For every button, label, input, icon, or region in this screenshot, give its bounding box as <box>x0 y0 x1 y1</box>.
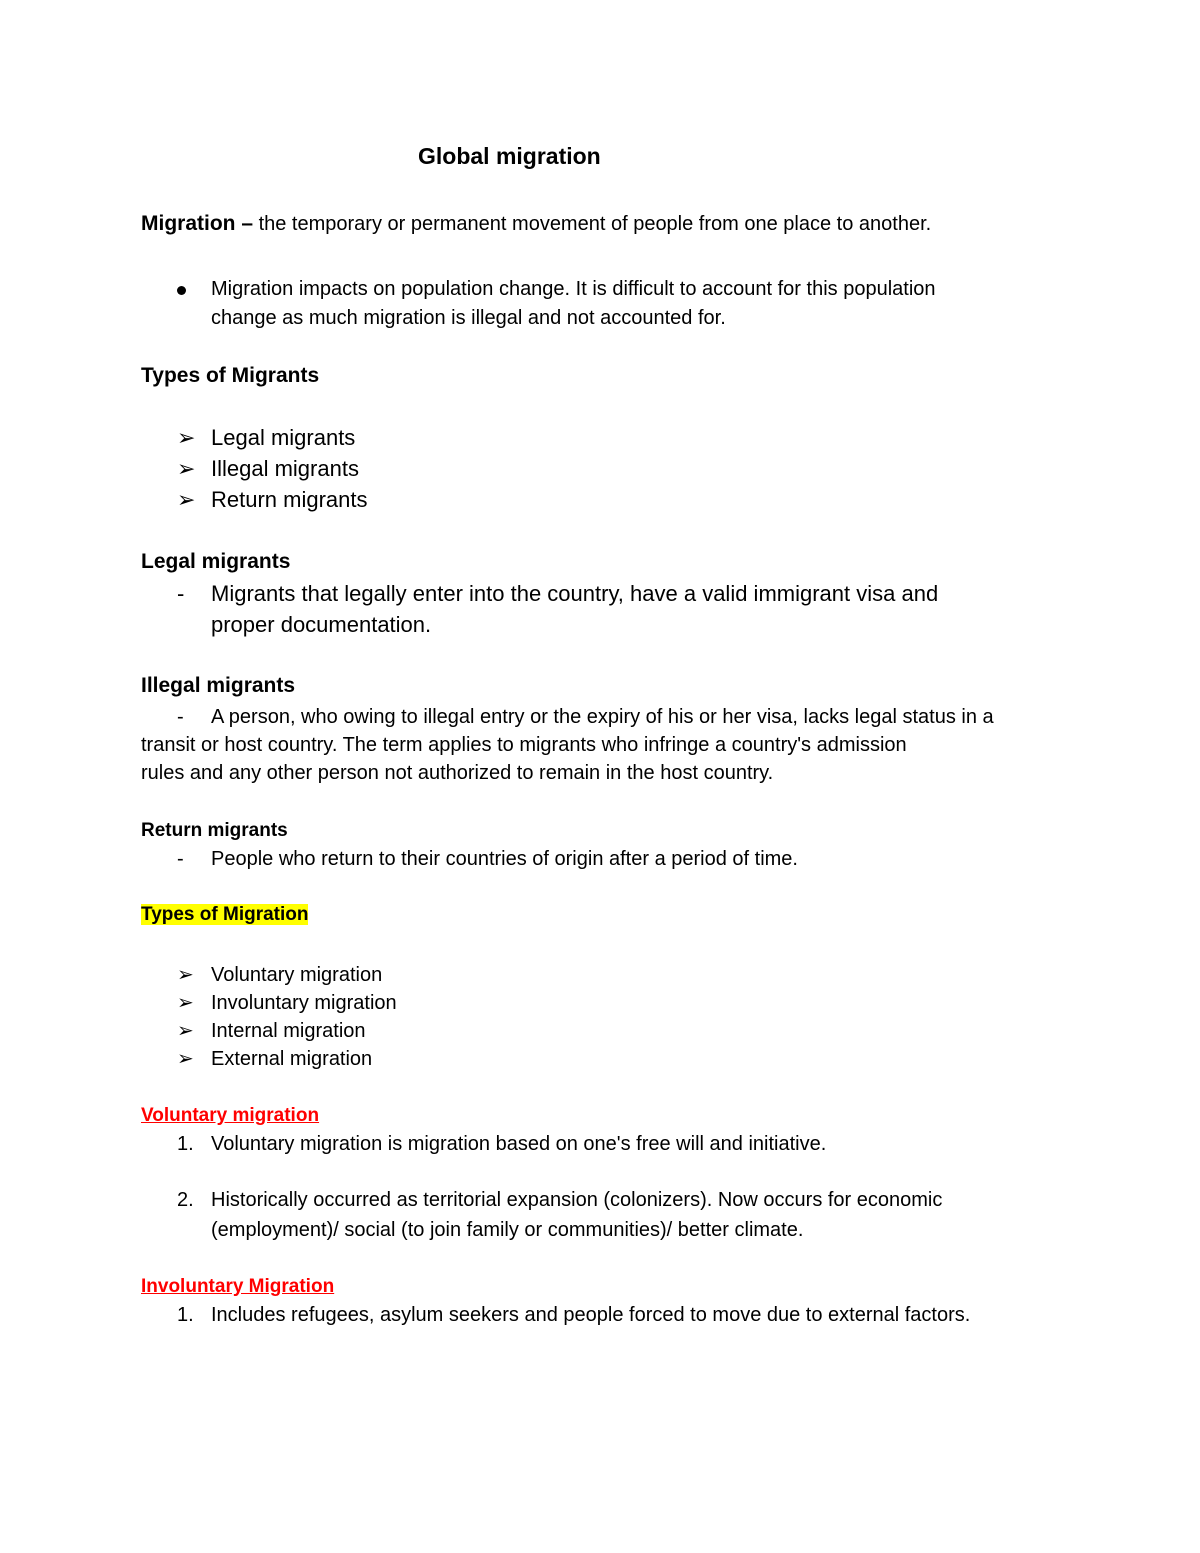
list-item-label: External migration <box>211 1048 373 1070</box>
involuntary-migration-heading: Involuntary Migration <box>141 1276 335 1297</box>
dash-icon: - <box>177 848 184 870</box>
list-item-label: Return migrants <box>211 487 368 512</box>
legal-line-2: proper documentation. <box>211 612 432 637</box>
arrow-icon: ➢ <box>177 456 196 481</box>
involuntary-item-1: Includes refugees, asylum seekers and people forced to move due to external factors. <box>211 1304 971 1326</box>
arrow-icon: ➢ <box>177 992 194 1014</box>
list-item <box>177 962 382 987</box>
bullet-dot-icon <box>177 286 186 295</box>
definition <box>141 212 931 236</box>
voluntary-item-2-line-1: Historically occurred as territorial expansion (colonizers). Now occurs for economic <box>211 1189 943 1211</box>
list-item-label: Internal migration <box>211 1020 366 1042</box>
types-of-migrants-heading: Types of Migrants <box>141 364 320 387</box>
dash-icon: - <box>177 706 184 728</box>
voluntary-migration-heading: Voluntary migration <box>141 1105 320 1126</box>
definition-text: the temporary or permanent movement of people from one place to another. <box>253 213 932 235</box>
list-item-label: Involuntary migration <box>211 992 397 1014</box>
number-marker: 2. <box>177 1189 194 1211</box>
list-item-label: Voluntary migration <box>211 964 383 986</box>
list-item-label: Illegal migrants <box>211 456 359 481</box>
voluntary-item-1: Voluntary migration is migration based on one's free will and initiative. <box>211 1133 827 1155</box>
arrow-icon: ➢ <box>177 1048 194 1070</box>
legal-line-1: Migrants that legally enter into the country, have a valid immigrant visa and <box>211 581 939 606</box>
highlighted-heading: Types of Migration <box>141 904 309 925</box>
page-title: Global migration <box>418 143 601 169</box>
impact-line-2: change as much migration is illegal and not accounted for. <box>211 307 726 329</box>
return-text: People who return to their countries of origin after a period of time. <box>211 848 798 870</box>
arrow-icon: ➢ <box>177 1020 194 1042</box>
list-item <box>177 990 397 1015</box>
arrow-icon: ➢ <box>177 964 194 986</box>
number-marker: 1. <box>177 1304 194 1326</box>
list-item <box>177 1018 366 1043</box>
dash-icon: - <box>177 581 185 606</box>
arrow-icon: ➢ <box>177 425 196 450</box>
legal-migrants-heading: Legal migrants <box>141 550 291 573</box>
illegal-migrants-heading: Illegal migrants <box>141 674 296 697</box>
number-marker: 1. <box>177 1133 194 1155</box>
list-item <box>177 1046 372 1071</box>
impact-line-1: Migration impacts on population change. It is difficult to account for this population <box>211 278 936 300</box>
list-item-label: Legal migrants <box>211 425 356 450</box>
list-item <box>177 425 355 451</box>
definition-term: Migration – <box>141 212 254 235</box>
list-item <box>177 487 368 513</box>
types-of-migration-heading <box>141 904 308 926</box>
illegal-line-1: A person, who owing to illegal entry or the expiry of his or her visa, lacks legal status in a <box>211 706 994 728</box>
voluntary-item-2-line-2: (employment)/ social (to join family or communities)/ better climate. <box>211 1219 804 1241</box>
return-migrants-heading: Return migrants <box>141 820 288 841</box>
arrow-icon: ➢ <box>177 487 196 512</box>
illegal-line-2: transit or host country. The term applies to migrants who infringe a country's admission <box>141 734 907 756</box>
illegal-line-3: rules and any other person not authorized to remain in the host country. <box>141 762 774 784</box>
list-item <box>177 456 359 482</box>
